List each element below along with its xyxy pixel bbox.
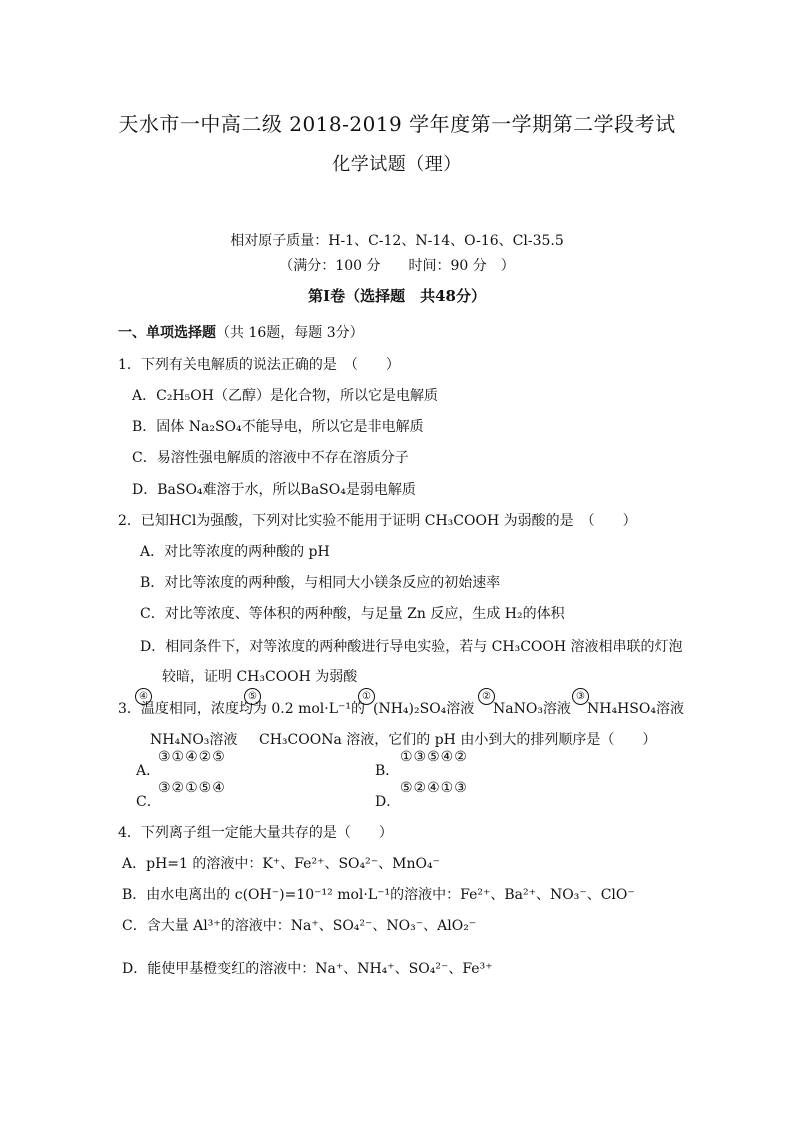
q3-option-b-label: B．	[375, 763, 400, 779]
exam-title: 天水市一中高二级 2018-2019 学年度第一学期第二学段考试	[118, 112, 676, 136]
q1-option-a: A．C₂H₅OH（乙醇）是化合物，所以它是电解质	[132, 388, 438, 404]
q3-option-a	[136, 760, 160, 780]
q2-option-b: B．对比等浓度的两种酸，与相同大小镁条反应的初始速率	[140, 575, 501, 591]
q3-option-a-label: A．	[136, 763, 161, 779]
exam-subtitle: 化学试题（理）	[332, 154, 462, 175]
q3-stem-part-a: 3．温度相同，浓度均为 0.2 mol·L⁻¹的	[118, 701, 366, 717]
exam-info-line: （满分：100 分 时间：90 分 ）	[279, 258, 515, 274]
q4-option-c: C．含大量 Al³⁺的溶液中：Na⁺、SO₄²⁻、NO₃⁻、AlO₂⁻	[122, 918, 477, 934]
circled-number-4: ④	[135, 688, 152, 705]
q3-option-a-value: ③①④②⑤	[158, 749, 226, 765]
q3-option-b-value: ①③⑤④②	[400, 749, 468, 765]
q4-option-a: A．pH=1 的溶液中：K⁺、Fe²⁺、SO₄²⁻、MnO₄⁻	[122, 856, 440, 872]
q3-solution-2: NaNO₃溶液	[493, 701, 571, 717]
q3-solution-4: NH₄NO₃溶液	[150, 732, 238, 748]
q1-stem: 1．下列有关电解质的说法正确的是 （ ）	[118, 357, 400, 373]
q3-solution-1: (NH₄)₂SO₄溶液	[373, 701, 475, 717]
circled-number-2: ②	[478, 688, 495, 705]
q1-option-b: B．固体 Na₂SO₄不能导电，所以它是非电解质	[132, 419, 424, 435]
q1-option-c: C．易溶性强电解质的溶液中不存在溶质分子	[132, 450, 409, 466]
q2-option-c: C．对比等浓度、等体积的两种酸，与足量 Zn 反应，生成 H₂的体积	[140, 606, 565, 622]
circled-number-3: ③	[572, 688, 589, 705]
q3-option-d	[375, 791, 400, 811]
section-heading-label: 一、单项选择题	[118, 325, 216, 341]
q4-option-d: D．能使甲基橙变红的溶液中：Na⁺、NH₄⁺、SO₄²⁻、Fe³⁺	[122, 961, 493, 977]
q3-option-d-value: ⑤②④①③	[400, 780, 468, 796]
q3-solution-3: NH₄HSO₄溶液	[587, 701, 684, 717]
q3-option-b	[375, 760, 399, 780]
q4-option-b: B．由水电离出的 c(OH⁻)=10⁻¹² mol·L⁻¹的溶液中：Fe²⁺、Ba²⁺、NO₃⁻、ClO⁻	[122, 887, 635, 903]
q2-option-a: A．对比等浓度的两种酸的 pH	[140, 544, 330, 560]
q2-option-d-line1: D．相同条件下，对等浓度的两种酸进行导电实验，若与 CH₃COOH 溶液相串联的灯泡	[140, 639, 683, 655]
q3-solution-5-and-question: CH₃COONa 溶液，它们的 pH 由小到大的排列顺序是（ ）	[259, 732, 657, 748]
section-heading	[118, 322, 364, 342]
q3-option-c	[136, 791, 161, 811]
q2-stem: 2．已知HCl为强酸，下列对比实验不能用于证明 CH₃COOH 为弱酸的是 （ ）	[118, 513, 637, 529]
q3-option-c-label: C．	[136, 794, 161, 810]
circled-number-1: ①	[358, 688, 375, 705]
section-heading-note: （共 16题，每题 3分）	[216, 325, 364, 341]
circled-number-5: ⑤	[244, 688, 261, 705]
q4-stem: 4．下列离子组一定能大量共存的是（ ）	[118, 825, 393, 841]
atomic-mass-line: 相对原子质量：H-1、C-12、N-14、O-16、Cl-35.5	[230, 233, 564, 249]
q1-option-d: D．BaSO₄难溶于水，所以BaSO₄是弱电解质	[132, 482, 416, 498]
q2-option-d-line2: 较暗，证明 CH₃COOH 为弱酸	[162, 669, 358, 685]
volume-title: 第Ⅰ卷（选择题 共48分）	[308, 287, 486, 305]
q3-option-c-value: ③②①⑤④	[158, 780, 226, 796]
q3-option-d-label: D．	[375, 794, 401, 810]
